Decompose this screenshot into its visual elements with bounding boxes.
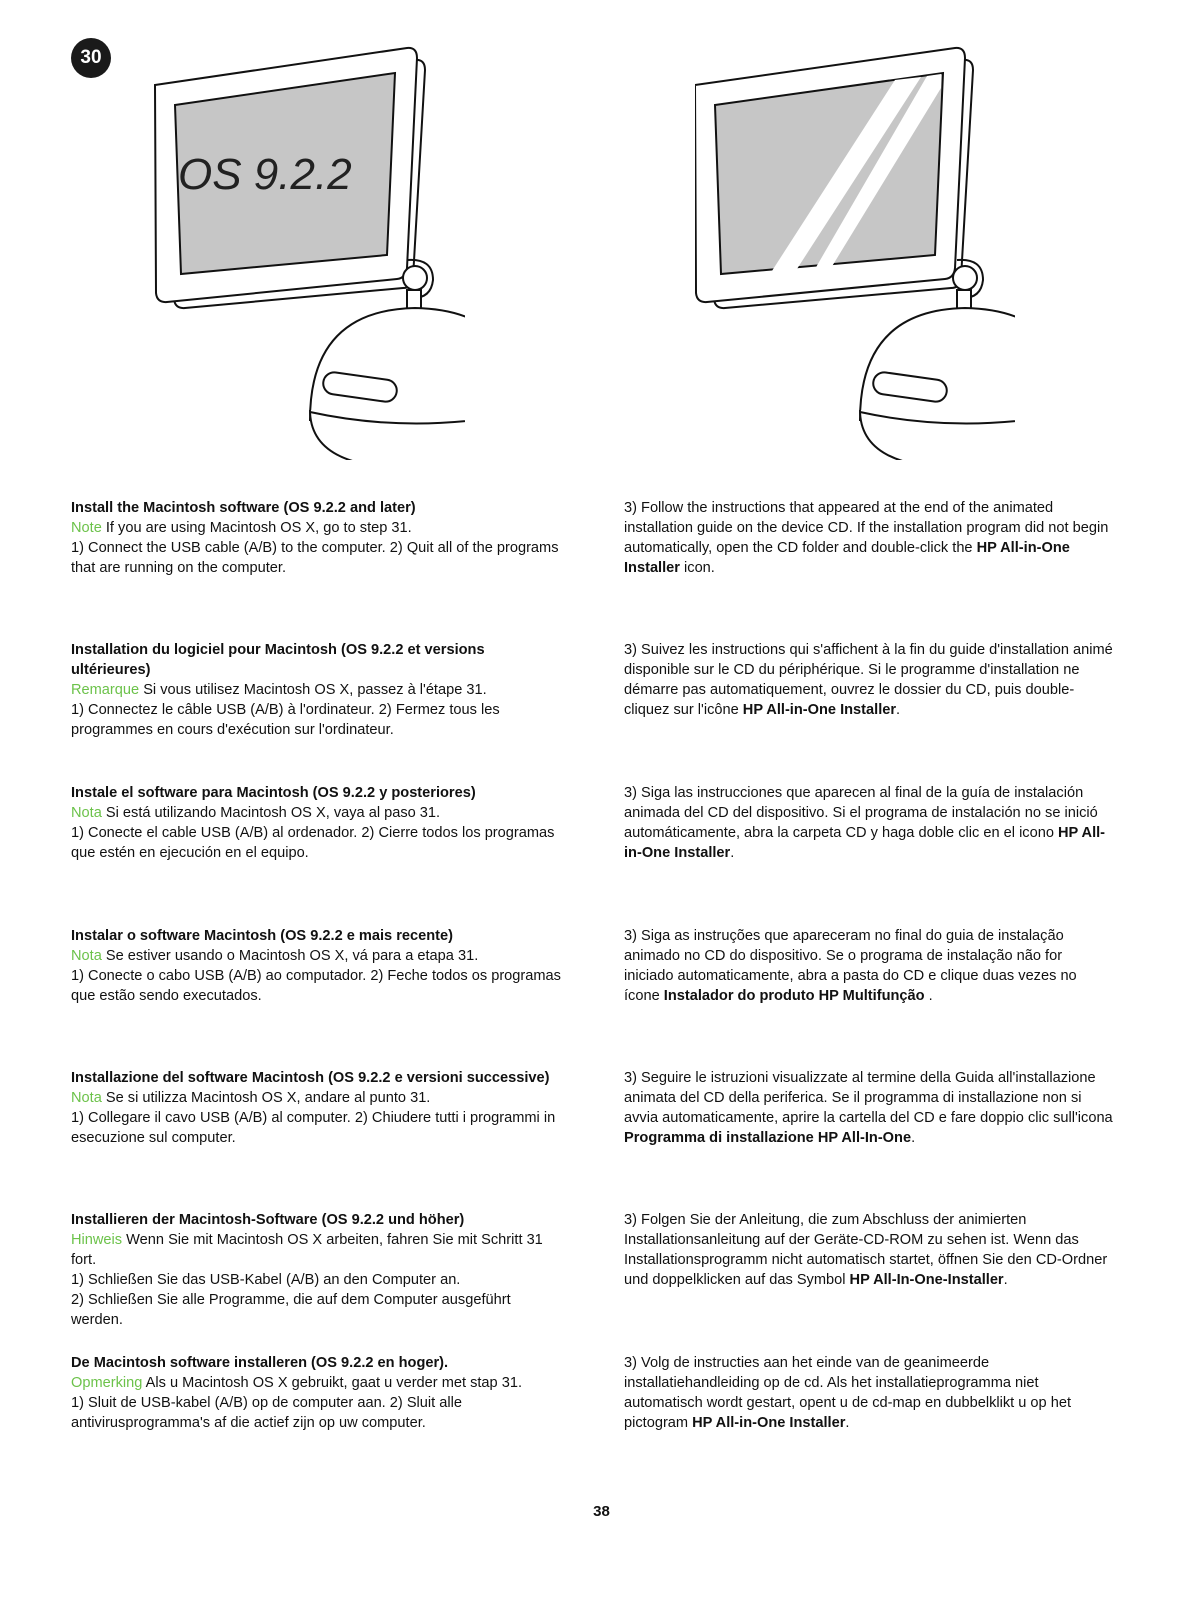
note-label: Remarque <box>71 682 140 698</box>
installer-name: Instalador do produto HP Multifunção <box>663 988 925 1004</box>
instruction-end: . <box>911 1130 916 1146</box>
section-heading: De Macintosh software installeren (OS 9.2.2 en hoger). <box>71 1355 449 1371</box>
section-fr-right <box>624 640 1114 720</box>
instruction-end: . <box>730 845 735 861</box>
section-heading: Instalar o software Macintosh (OS 9.2.2 e mais recente) <box>71 928 454 944</box>
instruction-text: 3) Volg de instructies aan het einde van de geanimeerde installatiehandleiding op de cd. Als het installatieprogramma niet automatisch wordt gestart, opent u de cd-map en dubbelklikt u op het pictogram <box>624 1355 1071 1431</box>
installer-name: HP All-in-One Installer <box>742 702 897 718</box>
section-es-left <box>71 783 561 863</box>
note-text: Si vous utilisez Macintosh OS X, passez à l'étape 31. <box>139 682 487 698</box>
note-label: Nota <box>71 948 102 964</box>
section-pt-right <box>624 926 1114 1006</box>
installer-name: HP All-In-One-Installer <box>849 1272 1004 1288</box>
instruction-text: 3) Seguire le istruzioni visualizzate al termine della Guida all'installazione animata del CD della periferica. Se il programma di installazione non si avvia automaticamente, aprire la cartella del CD e fare doppio clic sull'icona <box>624 1070 1113 1126</box>
section-body: 1) Conecte o cabo USB (A/B) ao computador. 2) Feche todos os programas que estão sendo executados. <box>71 968 561 1004</box>
instruction-text: 3) Suivez les instructions qui s'affichent à la fin du guide d'installation animé disponible sur le CD du périphérique. Si le programme d'installation ne démarre pas automatiquement, ouvrez le dossier du CD, puis double-cliquez sur l'icône <box>624 642 1113 718</box>
instruction-end: . <box>1003 1272 1008 1288</box>
instruction-text: 3) Siga las instrucciones que aparecen al final de la guía de instalación animada del CD del dispositivo. Si el programa de instalación no se inició automáticamente, abra la carpeta CD y haga doble clic en el icono <box>624 785 1098 841</box>
section-de-right <box>624 1210 1114 1290</box>
step-number-badge: 30 <box>71 38 111 78</box>
instruction-end: icon. <box>679 560 715 576</box>
section-body: 1) Schließen Sie das USB-Kabel (A/B) an den Computer an. <box>71 1272 461 1288</box>
note-label: Nota <box>71 1090 102 1106</box>
installer-name: Programma di installazione HP All-In-One <box>624 1130 912 1146</box>
note-label: Note <box>71 520 102 536</box>
instruction-end: . <box>896 702 901 718</box>
note-text: If you are using Macintosh OS X, go to step 31. <box>101 520 412 536</box>
section-body: 1) Connectez le câble USB (A/B) à l'ordinateur. 2) Fermez tous les programmes en cours d'exécution sur l'ordinateur. <box>71 702 500 738</box>
imac-blank-screen-illustration <box>695 40 1015 460</box>
section-body-2: 2) Schließen Sie alle Programme, die auf dem Computer ausgeführt werden. <box>71 1292 511 1328</box>
note-text: Als u Macintosh OS X gebruikt, gaat u verder met stap 31. <box>142 1375 523 1391</box>
installer-name: HP All-in-One Installer <box>624 825 1106 861</box>
note-text: Se estiver usando o Macintosh OS X, vá para a etapa 31. <box>101 948 479 964</box>
section-heading: Installation du logiciel pour Macintosh (OS 9.2.2 et versions ultérieures) <box>71 642 485 678</box>
section-it-left <box>71 1068 561 1148</box>
section-pt-left <box>71 926 561 1006</box>
section-body: 1) Collegare il cavo USB (A/B) al computer. 2) Chiudere tutti i programmi in esecuzione sul computer. <box>71 1110 556 1146</box>
section-es-right <box>624 783 1114 863</box>
note-label: Opmerking <box>71 1375 143 1391</box>
note-label: Nota <box>71 805 102 821</box>
note-label: Hinweis <box>71 1232 123 1248</box>
page-number: 38 <box>593 1503 610 1520</box>
imac-os922-illustration <box>145 40 465 460</box>
section-body: 1) Conecte el cable USB (A/B) al ordenador. 2) Cierre todos los programas que estén en ejecución en el equipo. <box>71 825 555 861</box>
instruction-text: 3) Siga as instruções que apareceram no final do guia de instalação animado no CD do dispositivo. Se o programa de instalação não for iniciado automaticamente, abra a pasta do CD e clique duas vezes no ícone <box>624 928 1077 1004</box>
note-text: Si está utilizando Macintosh OS X, vaya al paso 31. <box>101 805 441 821</box>
section-de-left <box>71 1210 561 1330</box>
instruction-end: . <box>924 988 933 1004</box>
section-it-right <box>624 1068 1114 1148</box>
section-heading: Installieren der Macintosh-Software (OS 9.2.2 und höher) <box>71 1212 465 1228</box>
note-text: Se si utilizza Macintosh OS X, andare al punto 31. <box>101 1090 431 1106</box>
section-heading: Installazione del software Macintosh (OS 9.2.2 e versioni successive) <box>71 1070 550 1086</box>
instruction-end: . <box>845 1415 850 1431</box>
section-body: 1) Connect the USB cable (A/B) to the computer. 2) Quit all of the programs that are running on the computer. <box>71 540 559 576</box>
section-nl-left <box>71 1353 561 1433</box>
instruction-text: 3) Follow the instructions that appeared at the end of the animated installation guide on the device CD. If the installation program did not begin automatically, open the CD folder and double-click the <box>624 500 1109 556</box>
note-text: Wenn Sie mit Macintosh OS X arbeiten, fahren Sie mit Schritt 31 fort. <box>71 1232 543 1268</box>
section-heading: Instale el software para Macintosh (OS 9.2.2 y posteriores) <box>71 785 476 801</box>
installer-name: HP All-in-One Installer <box>692 1415 846 1431</box>
section-en-left <box>71 498 561 578</box>
section-nl-right <box>624 1353 1114 1433</box>
screen-os-label: OS 9.2.2 <box>178 150 352 199</box>
section-body: 1) Sluit de USB-kabel (A/B) op de computer aan. 2) Sluit alle antivirusprogramma's af die actief zijn op uw computer. <box>71 1395 462 1431</box>
section-en-right <box>624 498 1114 578</box>
installer-name: HP All-in-One Installer <box>624 540 1070 576</box>
instruction-text: 3) Folgen Sie der Anleitung, die zum Abschluss der animierten Installationsanleitung auf der Geräte-CD-ROM zu sehen ist. Wenn das Installationsprogramm nicht automatisch startet, öffnen Sie den CD-Ordner und doppelklicken auf das Symbol <box>624 1212 1108 1288</box>
section-fr-left <box>71 640 561 740</box>
section-heading: Install the Macintosh software (OS 9.2.2 and later) <box>71 500 416 516</box>
